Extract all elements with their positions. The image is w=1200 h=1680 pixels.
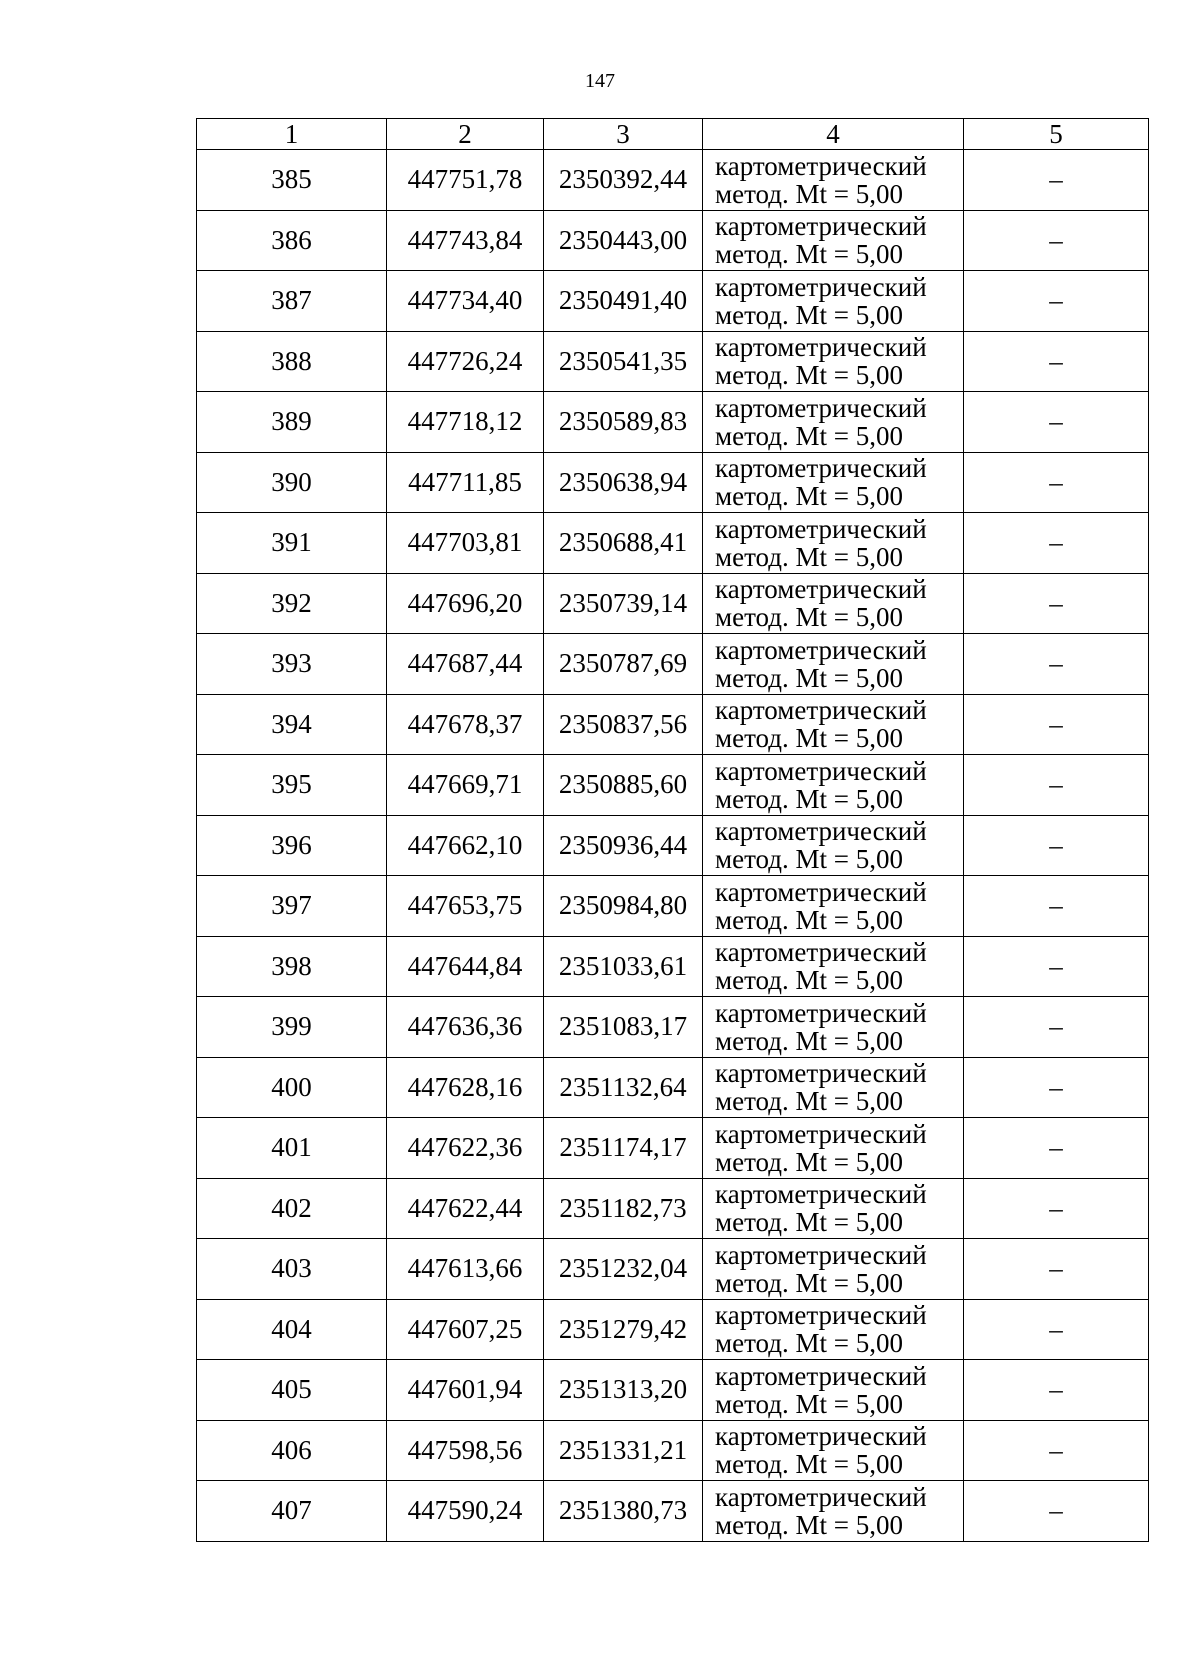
column5-cell: – <box>964 392 1149 453</box>
table-row <box>197 1360 1149 1421</box>
method-line-2: метод. Mt = 5,00 <box>715 239 903 270</box>
method-line-1: картометрический <box>715 876 927 907</box>
table-row <box>197 1420 1149 1481</box>
point-number-cell: 401 <box>197 1118 387 1179</box>
method-cell <box>703 1057 964 1118</box>
column5-cell: – <box>964 210 1149 271</box>
method-line-2: метод. Mt = 5,00 <box>715 965 903 996</box>
x-coordinate-cell: 447628,16 <box>387 1057 544 1118</box>
method-line-2: метод. Mt = 5,00 <box>715 360 903 391</box>
method-line-2: метод. Mt = 5,00 <box>715 178 903 209</box>
method-line-1: картометрический <box>715 453 927 484</box>
point-number-cell: 399 <box>197 997 387 1058</box>
method-line-2: метод. Mt = 5,00 <box>715 481 903 512</box>
column5-cell: – <box>964 876 1149 937</box>
y-coordinate-cell: 2351182,73 <box>544 1178 703 1239</box>
column5-cell: – <box>964 513 1149 574</box>
method-line-1: картометрический <box>715 755 927 786</box>
y-coordinate-cell: 2351279,42 <box>544 1299 703 1360</box>
x-coordinate-cell: 447726,24 <box>387 331 544 392</box>
point-number-cell: 389 <box>197 392 387 453</box>
column5-cell: – <box>964 150 1149 211</box>
column5-cell: – <box>964 573 1149 634</box>
table-row <box>197 876 1149 937</box>
x-coordinate-cell: 447607,25 <box>387 1299 544 1360</box>
table-row <box>197 1299 1149 1360</box>
method-line-2: метод. Mt = 5,00 <box>715 844 903 875</box>
point-number-cell: 405 <box>197 1360 387 1421</box>
y-coordinate-cell: 2350936,44 <box>544 815 703 876</box>
method-line-1: картометрический <box>715 392 927 423</box>
point-number-cell: 406 <box>197 1420 387 1481</box>
method-line-2: метод. Mt = 5,00 <box>715 420 903 451</box>
method-line-2: метод. Mt = 5,00 <box>715 1086 903 1117</box>
table-row <box>197 936 1149 997</box>
table-row <box>197 815 1149 876</box>
method-line-2: метод. Mt = 5,00 <box>715 1146 903 1177</box>
x-coordinate-cell: 447662,10 <box>387 815 544 876</box>
header-cell: 2 <box>387 119 544 150</box>
method-line-1: картометрический <box>715 1179 927 1210</box>
method-cell <box>703 392 964 453</box>
y-coordinate-cell: 2350787,69 <box>544 634 703 695</box>
x-coordinate-cell: 447644,84 <box>387 936 544 997</box>
method-line-2: метод. Mt = 5,00 <box>715 602 903 633</box>
point-number-cell: 397 <box>197 876 387 937</box>
y-coordinate-cell: 2350688,41 <box>544 513 703 574</box>
column5-cell: – <box>964 271 1149 332</box>
method-line-1: картометрический <box>715 332 927 363</box>
column5-cell: – <box>964 694 1149 755</box>
table-row <box>197 634 1149 695</box>
x-coordinate-cell: 447598,56 <box>387 1420 544 1481</box>
column5-cell: – <box>964 1420 1149 1481</box>
point-number-cell: 388 <box>197 331 387 392</box>
point-number-cell: 404 <box>197 1299 387 1360</box>
point-number-cell: 393 <box>197 634 387 695</box>
method-line-2: метод. Mt = 5,00 <box>715 904 903 935</box>
point-number-cell: 386 <box>197 210 387 271</box>
table-row <box>197 755 1149 816</box>
y-coordinate-cell: 2350443,00 <box>544 210 703 271</box>
method-line-1: картометрический <box>715 816 927 847</box>
y-coordinate-cell: 2351083,17 <box>544 997 703 1058</box>
x-coordinate-cell: 447613,66 <box>387 1239 544 1300</box>
y-coordinate-cell: 2351033,61 <box>544 936 703 997</box>
column5-cell: – <box>964 331 1149 392</box>
method-line-1: картометрический <box>715 1481 927 1512</box>
method-line-2: метод. Mt = 5,00 <box>715 1207 903 1238</box>
method-cell <box>703 513 964 574</box>
method-cell <box>703 452 964 513</box>
column5-cell: – <box>964 1239 1149 1300</box>
method-line-1: картометрический <box>715 574 927 605</box>
method-line-2: метод. Mt = 5,00 <box>715 723 903 754</box>
x-coordinate-cell: 447669,71 <box>387 755 544 816</box>
x-coordinate-cell: 447687,44 <box>387 634 544 695</box>
column5-cell: – <box>964 634 1149 695</box>
method-line-1: картометрический <box>715 150 927 181</box>
method-line-1: картометрический <box>715 1421 927 1452</box>
x-coordinate-cell: 447636,36 <box>387 997 544 1058</box>
method-line-1: картометрический <box>715 211 927 242</box>
column5-cell: – <box>964 1481 1149 1542</box>
y-coordinate-cell: 2351232,04 <box>544 1239 703 1300</box>
method-line-1: картометрический <box>715 1360 927 1391</box>
column5-cell: – <box>964 997 1149 1058</box>
x-coordinate-cell: 447703,81 <box>387 513 544 574</box>
method-cell <box>703 694 964 755</box>
method-cell <box>703 755 964 816</box>
method-cell <box>703 876 964 937</box>
method-cell <box>703 573 964 634</box>
x-coordinate-cell: 447601,94 <box>387 1360 544 1421</box>
point-number-cell: 392 <box>197 573 387 634</box>
x-coordinate-cell: 447743,84 <box>387 210 544 271</box>
x-coordinate-cell: 447622,44 <box>387 1178 544 1239</box>
method-line-2: метод. Mt = 5,00 <box>715 541 903 572</box>
method-line-2: метод. Mt = 5,00 <box>715 1267 903 1298</box>
y-coordinate-cell: 2350392,44 <box>544 150 703 211</box>
table-row <box>197 573 1149 634</box>
point-number-cell: 403 <box>197 1239 387 1300</box>
column5-cell: – <box>964 1299 1149 1360</box>
y-coordinate-cell: 2350638,94 <box>544 452 703 513</box>
method-line-2: метод. Mt = 5,00 <box>715 299 903 330</box>
column5-cell: – <box>964 1118 1149 1179</box>
method-line-2: метод. Mt = 5,00 <box>715 1328 903 1359</box>
method-line-1: картометрический <box>715 1118 927 1149</box>
table-row <box>197 1481 1149 1542</box>
method-line-2: метод. Mt = 5,00 <box>715 1388 903 1419</box>
column5-cell: – <box>964 1178 1149 1239</box>
method-cell <box>703 815 964 876</box>
header-cell: 1 <box>197 119 387 150</box>
point-number-cell: 395 <box>197 755 387 816</box>
method-line-1: картометрический <box>715 997 927 1028</box>
y-coordinate-cell: 2351313,20 <box>544 1360 703 1421</box>
x-coordinate-cell: 447678,37 <box>387 694 544 755</box>
table-row <box>197 150 1149 211</box>
method-cell <box>703 210 964 271</box>
x-coordinate-cell: 447734,40 <box>387 271 544 332</box>
table-row <box>197 513 1149 574</box>
table-row <box>197 1239 1149 1300</box>
point-number-cell: 394 <box>197 694 387 755</box>
y-coordinate-cell: 2351132,64 <box>544 1057 703 1118</box>
method-cell <box>703 271 964 332</box>
y-coordinate-cell: 2350739,14 <box>544 573 703 634</box>
x-coordinate-cell: 447718,12 <box>387 392 544 453</box>
method-line-1: картометрический <box>715 271 927 302</box>
method-cell <box>703 1299 964 1360</box>
x-coordinate-cell: 447696,20 <box>387 573 544 634</box>
page-number: 147 <box>585 70 615 92</box>
table-row <box>197 392 1149 453</box>
method-line-2: метод. Mt = 5,00 <box>715 662 903 693</box>
table-row <box>197 1178 1149 1239</box>
table-row <box>197 1057 1149 1118</box>
point-number-cell: 407 <box>197 1481 387 1542</box>
x-coordinate-cell: 447711,85 <box>387 452 544 513</box>
column5-cell: – <box>964 815 1149 876</box>
method-cell <box>703 1420 964 1481</box>
column5-cell: – <box>964 936 1149 997</box>
table-row <box>197 210 1149 271</box>
header-cell: 3 <box>544 119 703 150</box>
y-coordinate-cell: 2350491,40 <box>544 271 703 332</box>
method-line-1: картометрический <box>715 513 927 544</box>
method-line-1: картометрический <box>715 1239 927 1270</box>
method-line-2: метод. Mt = 5,00 <box>715 1449 903 1480</box>
table-row <box>197 1118 1149 1179</box>
point-number-cell: 385 <box>197 150 387 211</box>
column5-cell: – <box>964 452 1149 513</box>
header-row <box>197 119 1149 150</box>
method-line-1: картометрический <box>715 695 927 726</box>
x-coordinate-cell: 447622,36 <box>387 1118 544 1179</box>
coordinates-table <box>196 118 1149 1542</box>
method-line-2: метод. Mt = 5,00 <box>715 1509 903 1540</box>
method-cell <box>703 1481 964 1542</box>
x-coordinate-cell: 447751,78 <box>387 150 544 211</box>
point-number-cell: 391 <box>197 513 387 574</box>
method-line-1: картометрический <box>715 937 927 968</box>
table-row <box>197 997 1149 1058</box>
y-coordinate-cell: 2351331,21 <box>544 1420 703 1481</box>
y-coordinate-cell: 2350541,35 <box>544 331 703 392</box>
y-coordinate-cell: 2351380,73 <box>544 1481 703 1542</box>
method-line-2: метод. Mt = 5,00 <box>715 1025 903 1056</box>
y-coordinate-cell: 2350984,80 <box>544 876 703 937</box>
header-cell: 5 <box>964 119 1149 150</box>
table-row <box>197 331 1149 392</box>
column5-cell: – <box>964 755 1149 816</box>
point-number-cell: 396 <box>197 815 387 876</box>
method-cell <box>703 634 964 695</box>
method-line-1: картометрический <box>715 634 927 665</box>
method-cell <box>703 1118 964 1179</box>
point-number-cell: 390 <box>197 452 387 513</box>
y-coordinate-cell: 2350837,56 <box>544 694 703 755</box>
column5-cell: – <box>964 1360 1149 1421</box>
method-cell <box>703 936 964 997</box>
method-cell <box>703 997 964 1058</box>
method-cell <box>703 1239 964 1300</box>
method-cell <box>703 150 964 211</box>
point-number-cell: 398 <box>197 936 387 997</box>
header-cell: 4 <box>703 119 964 150</box>
method-line-1: картометрический <box>715 1058 927 1089</box>
x-coordinate-cell: 447653,75 <box>387 876 544 937</box>
method-cell <box>703 331 964 392</box>
column5-cell: – <box>964 1057 1149 1118</box>
y-coordinate-cell: 2350589,83 <box>544 392 703 453</box>
method-cell <box>703 1178 964 1239</box>
point-number-cell: 387 <box>197 271 387 332</box>
y-coordinate-cell: 2350885,60 <box>544 755 703 816</box>
method-line-2: метод. Mt = 5,00 <box>715 783 903 814</box>
method-cell <box>703 1360 964 1421</box>
table-row <box>197 694 1149 755</box>
x-coordinate-cell: 447590,24 <box>387 1481 544 1542</box>
method-line-1: картометрический <box>715 1300 927 1331</box>
point-number-cell: 400 <box>197 1057 387 1118</box>
table-row <box>197 271 1149 332</box>
table-row <box>197 452 1149 513</box>
y-coordinate-cell: 2351174,17 <box>544 1118 703 1179</box>
point-number-cell: 402 <box>197 1178 387 1239</box>
